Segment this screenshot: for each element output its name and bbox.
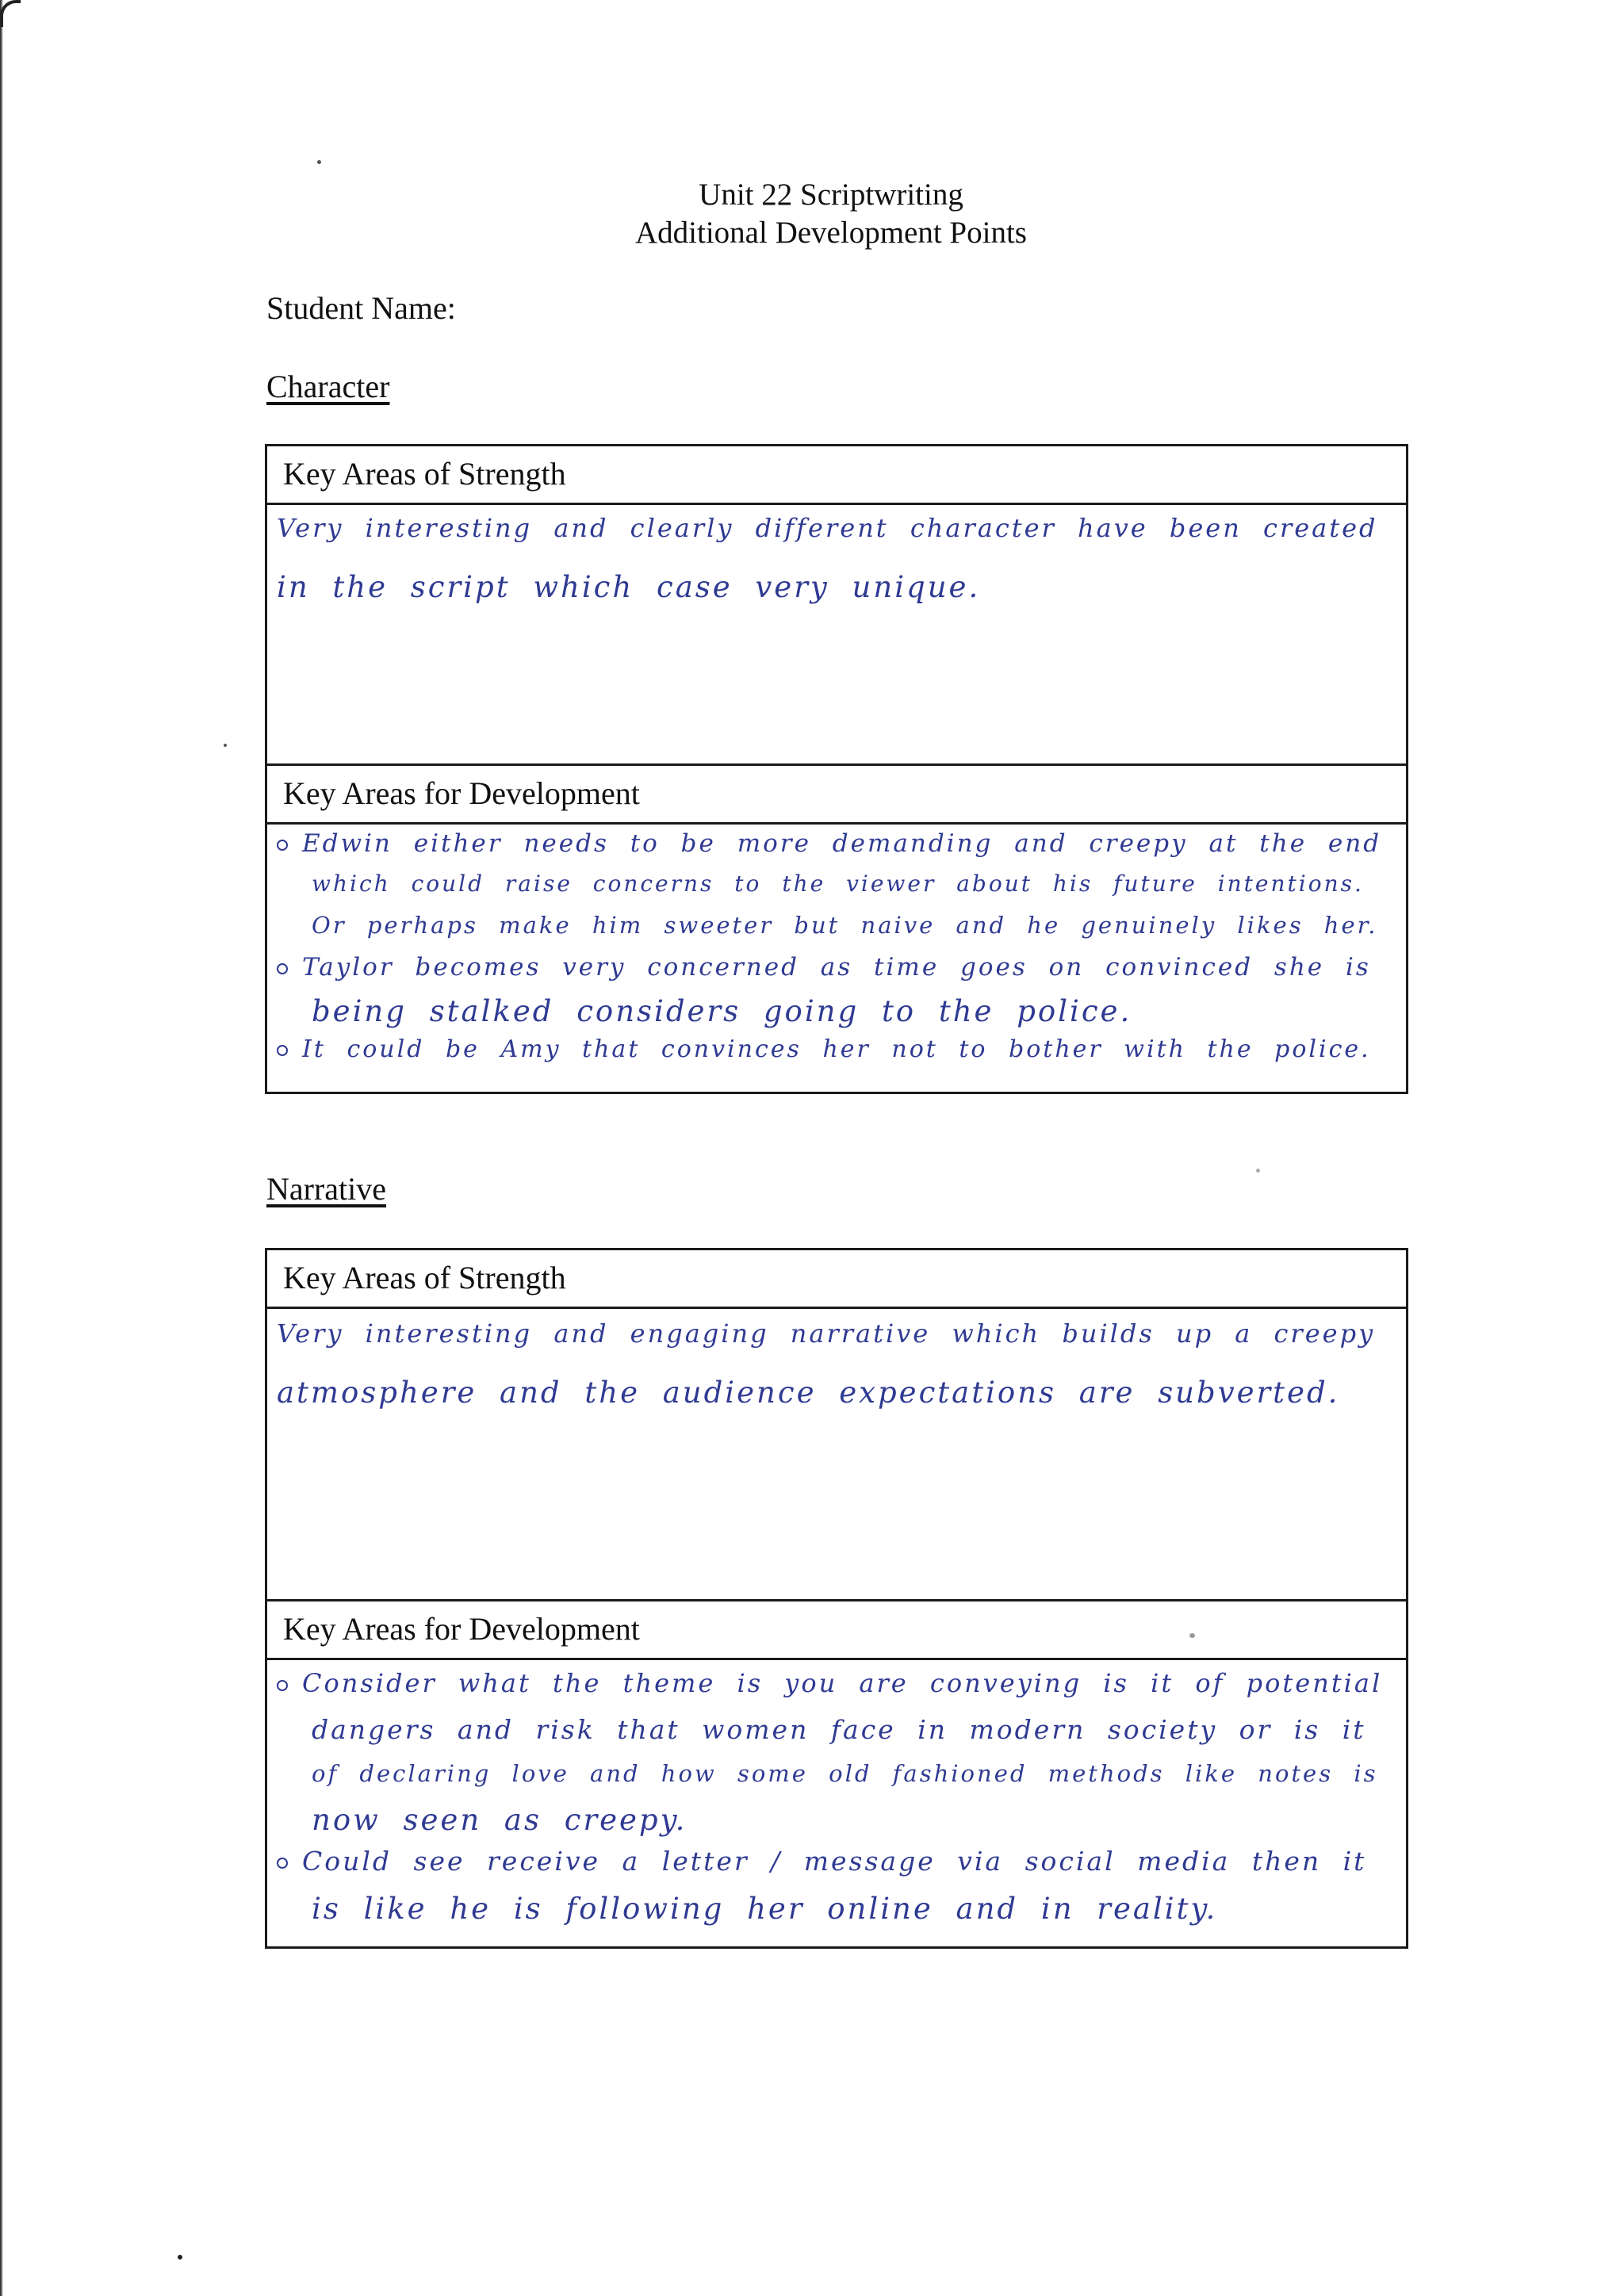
handwritten-line: being stalked considers going to the police. [312,994,1132,1028]
development-header: Key Areas for Development [267,1601,1406,1660]
narrative-feedback-table [265,1248,1408,1949]
handwritten-line: Edwin either needs to be more demanding and creepy at the end [277,829,1381,858]
section-heading-narrative: Narrative [266,1171,387,1207]
bullet-icon [277,1858,288,1869]
handwritten-line: dangers and risk that women face in modern society or is it [312,1714,1366,1745]
strength-header: Key Areas of Strength [267,446,1406,505]
handwritten-line: Could see receive a letter / message via social media then it [277,1846,1366,1877]
bullet-icon [277,1045,288,1056]
scan-edge [0,0,3,2296]
handwritten-line: of declaring love and how some old fashioned methods like notes is [312,1760,1378,1787]
handwritten-line: which could raise concerns to the viewer about his future intentions. [312,871,1364,897]
development-response [267,825,1406,1092]
handwritten-line: It could be Amy that convinces her not to bother with the police. [277,1035,1371,1063]
bullet-icon [277,840,288,851]
strength-response [267,1309,1406,1594]
handwritten-line: Taylor becomes very concerned as time goes on convinced she is [277,953,1371,982]
document-title-line-2: Additional Development Points [635,216,1027,250]
handwritten-line: atmosphere and the audience expectations are subverted. [277,1376,1340,1410]
handwritten-line: now seen as creepy. [312,1803,688,1837]
strength-header: Key Areas of Strength [267,1250,1406,1309]
handwritten-line: Or perhaps make him sweeter but naive and he genuinely likes her. [312,912,1378,939]
section-heading-character: Character [266,369,390,404]
character-feedback-table [265,444,1408,1094]
handwritten-line: Very interesting and clearly different character have been created [277,513,1378,543]
handwritten-line: Consider what the theme is you are conveying is it of potential [277,1668,1382,1698]
handwritten-line: in the script which case very unique. [277,570,981,604]
development-header: Key Areas for Development [267,766,1406,825]
handwritten-line: Very interesting and engaging narrative which builds up a creepy [277,1318,1376,1349]
handwritten-line: is like he is following her online and in reality. [312,1892,1218,1926]
bullet-icon [277,963,288,974]
scan-speck [317,160,321,164]
bullet-icon [277,1680,288,1691]
scan-speck [178,2255,182,2260]
document-title-line-1: Unit 22 Scriptwriting [699,178,963,212]
development-response [267,1660,1406,1946]
scan-speck [224,744,227,747]
student-name-label: Student Name: [266,290,456,326]
